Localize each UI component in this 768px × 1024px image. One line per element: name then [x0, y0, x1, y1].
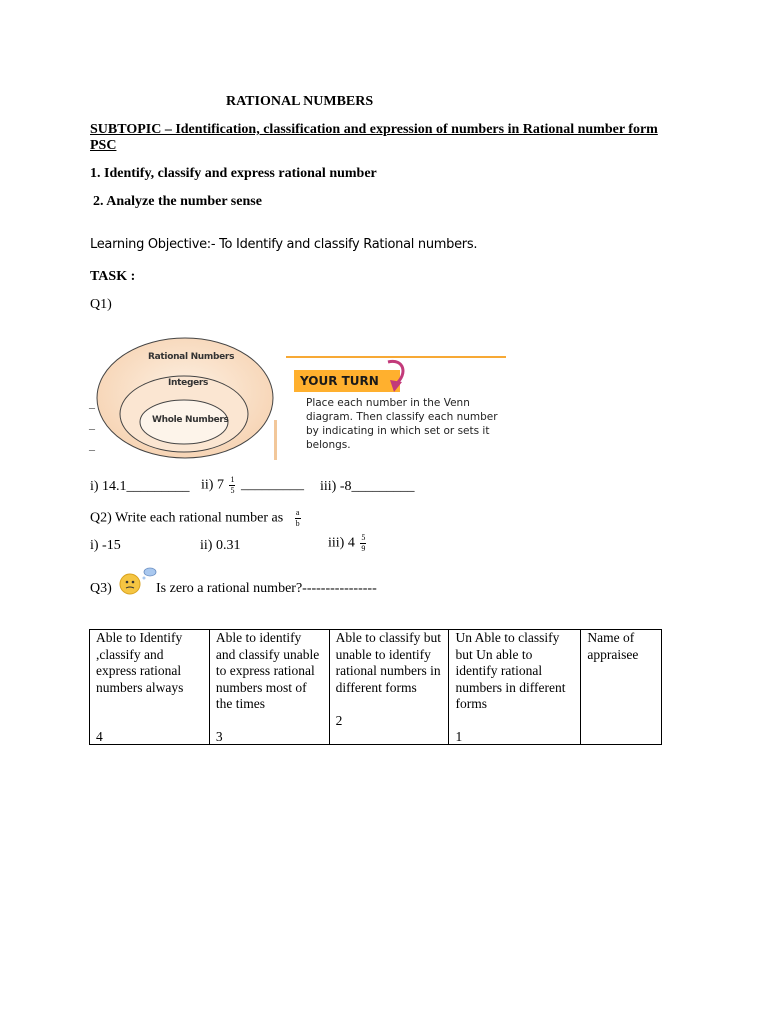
q3-question: Is zero a rational number?---------------- [156, 581, 377, 596]
answer-blank-3[interactable]: – [89, 442, 95, 456]
fraction-num: a [295, 508, 300, 517]
venn-diagram [92, 332, 282, 462]
q1-item-ii-label: ii) 7 [201, 477, 224, 493]
rubric-cell-text: Able to classify but unable to identify rational numbers in different forms [335, 630, 442, 695]
psc-heading: PSC [90, 138, 117, 153]
venn-label-rational: Rational Numbers [148, 352, 235, 362]
rubric-score: 4 [96, 729, 103, 744]
rubric-score: 1 [455, 729, 463, 744]
your-turn-tag: YOUR TURN [294, 370, 400, 392]
learning-objective: Learning Objective:- To Identify and classify Rational numbers. [90, 237, 478, 252]
q2-item-iii-label: iii) 4 [328, 535, 355, 551]
fraction-five-ninths [360, 534, 366, 553]
q1-label: Q1) [90, 297, 112, 312]
fraction-den: b [295, 519, 300, 528]
page-title: RATIONAL NUMBERS [226, 94, 374, 109]
q2-item-iii [328, 534, 368, 553]
q1-item-i: i) 14.1_________ [90, 479, 190, 494]
rubric-cell [581, 630, 662, 745]
q2-label-row [90, 509, 303, 528]
curved-arrow-icon [382, 356, 410, 394]
rubric-cell-text: Able to Identify ,classify and express rational numbers always [96, 630, 184, 695]
your-turn-panel [286, 352, 508, 462]
q2-item-ii: ii) 0.31 [200, 538, 241, 553]
q2-label: Q2) Write each rational number as [90, 510, 284, 526]
venn-label-whole: Whole Numbers [152, 415, 229, 425]
rubric-cell [90, 630, 210, 745]
fraction-one-fifth [229, 476, 235, 495]
q1-item-ii-blank: _________ [240, 477, 304, 493]
your-turn-instructions: Place each number in the Venn diagram. Then classify each number by indicating in which set or sets it belongs. [306, 397, 498, 451]
q3-label: Q3) [90, 581, 112, 596]
rubric-cell [329, 630, 449, 745]
rubric-cell-text: Able to identify and classify unable to express rational numbers most of the times [215, 630, 320, 711]
q1-item-iii: iii) -8_________ [320, 479, 415, 494]
psc-item-1: 1. Identify, classify and express rational number [90, 166, 377, 181]
fraction-a-over-b [295, 509, 301, 528]
subtopic-heading: SUBTOPIC – Identification, classification and expression of numbers in Rational number form [90, 122, 658, 137]
rubric-score: 2 [335, 713, 343, 728]
rubric-cell [209, 630, 329, 745]
psc-item-2: 2. Analyze the number sense [93, 194, 262, 209]
venn-label-integers: Integers [168, 378, 209, 388]
rubric-cell [449, 630, 581, 745]
answer-blank-1[interactable]: – [89, 400, 95, 414]
rubric-cell-text: Name of appraisee [587, 630, 639, 662]
fraction-num: 1 [230, 475, 235, 484]
fraction-den: 5 [230, 486, 235, 495]
venn-edge [274, 420, 277, 460]
q1-item-ii [201, 476, 304, 495]
q2-item-i: i) -15 [90, 538, 121, 553]
fraction-num: 5 [361, 533, 366, 542]
rubric-cell-text: Un Able to classify but Un able to identify rational numbers in different forms [455, 630, 566, 711]
rubric-score: 3 [215, 729, 223, 744]
rubric-table [89, 629, 662, 745]
answer-blank-2[interactable]: – [89, 421, 95, 435]
task-label: TASK : [90, 269, 136, 284]
thinking-emoji-icon [118, 566, 158, 596]
table-row [90, 630, 662, 745]
fraction-den: 9 [361, 544, 366, 553]
